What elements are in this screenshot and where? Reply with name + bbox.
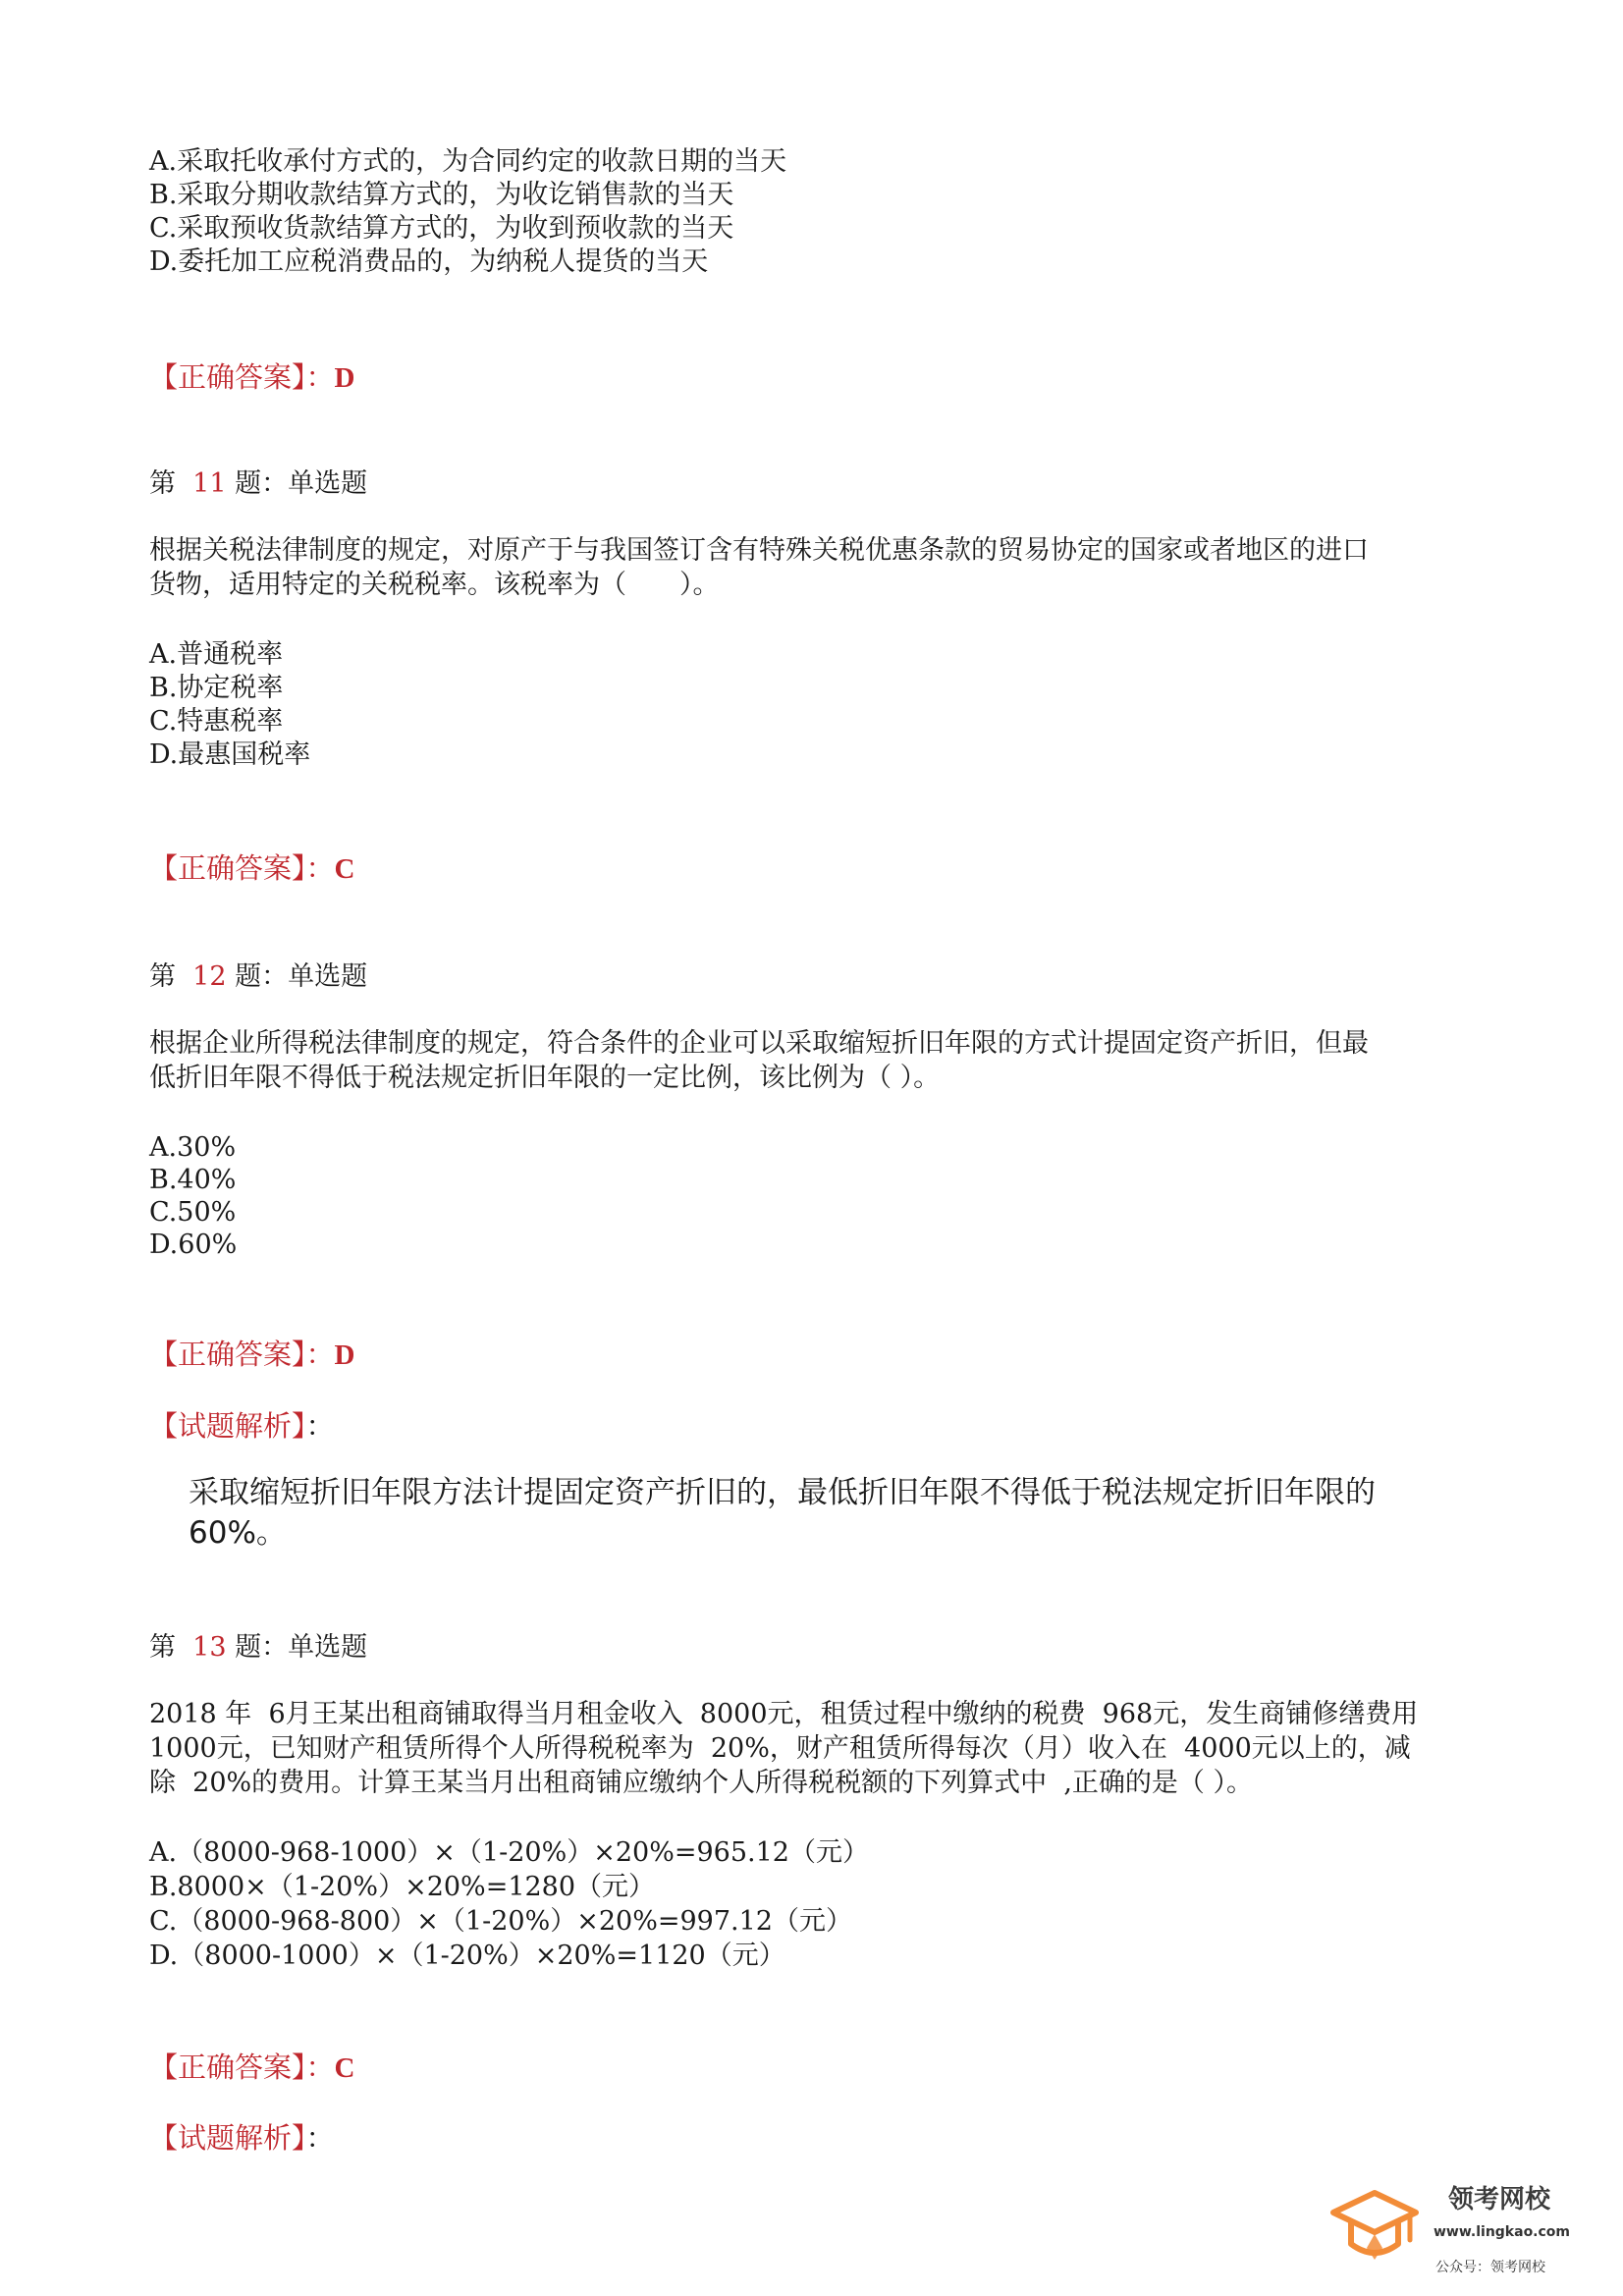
q11-option-d: D.最惠国税率: [149, 739, 311, 770]
q11-option-c: C.特惠税率: [149, 706, 284, 737]
q11-stem-line-1: 根据关税法律制度的规定，对原产于与我国签订含有特殊关税优惠条款的贸易协定的国家或者地区的进口: [149, 535, 1369, 566]
q11-answer: [149, 847, 354, 887]
brand-name: 领考网校: [1448, 2185, 1551, 2214]
analysis-colon: ：: [305, 1409, 335, 1443]
analysis-label-text: 【试题解析】: [149, 2121, 306, 2155]
q-prefix: 第: [149, 468, 176, 499]
q11-header: [149, 462, 367, 500]
brand-public-account: 公众号：领考网校: [1435, 2260, 1545, 2275]
q13-analysis-label: [149, 2116, 335, 2157]
analysis-colon: ：: [305, 2121, 335, 2155]
q13-answer: [149, 2046, 354, 2086]
q12-option-c: C.50%: [149, 1197, 237, 1228]
q10-option-d: D.委托加工应税消费品的，为纳税人提货的当天: [149, 246, 709, 277]
q10-option-a: A.采取托收承付方式的，为合同约定的收款日期的当天: [149, 146, 787, 177]
q13-stem-line-3: 除 20%的费用。计算王某当月出租商铺应缴纳个人所得税税额的下列算式中 ,正确的是（ ）。: [149, 1768, 1254, 1798]
q-type: 题：单选题: [235, 961, 368, 992]
q13-option-a: A.（8000-968-1000）×（1-20%）×20%=965.12（元）: [149, 1837, 869, 1868]
graduation-cap-logo-icon: [1325, 2175, 1424, 2273]
q-number: 11: [192, 468, 227, 499]
q12-option-b: B.40%: [149, 1165, 237, 1195]
q12-header: [149, 955, 367, 993]
q13-option-c: C.（8000-968-800）×（1-20%）×20%=997.12（元）: [149, 1906, 852, 1937]
q12-option-a: A.30%: [149, 1132, 237, 1163]
answer-label: 【正确答案】：: [149, 2050, 335, 2084]
q13-stem-line-2: 1000元，已知财产租赁所得个人所得税税率为 20%，财产租赁所得每次（月）收入在 4000元以上的，减: [149, 1733, 1411, 1764]
answer-value: C: [334, 2052, 355, 2084]
q13-option-d: D.（8000-1000）×（1-20%）×20%=1120（元）: [149, 1941, 785, 1971]
q11-option-b: B.协定税率: [149, 673, 284, 703]
q-prefix: 第: [149, 1632, 176, 1663]
q13-option-b: B.8000×（1-20%）×20%=1280（元）: [149, 1872, 656, 1902]
answer-label: 【正确答案】：: [149, 851, 335, 885]
q-type: 题：单选题: [235, 1632, 368, 1663]
q10-option-c: C.采取预收货款结算方式的，为收到预收款的当天: [149, 213, 734, 244]
q11-option-a: A.普通税率: [149, 639, 284, 670]
answer-value: D: [334, 1339, 355, 1371]
analysis-label-text: 【试题解析】: [149, 1409, 306, 1443]
q-number: 13: [192, 1632, 227, 1663]
answer-value: D: [334, 362, 355, 394]
q12-analysis-line-2: 60%。: [189, 1515, 287, 1551]
q12-stem-line-1: 根据企业所得税法律制度的规定，符合条件的企业可以采取缩短折旧年限的方式计提固定资产折旧，但最: [149, 1028, 1369, 1059]
q12-analysis-line-1: 采取缩短折旧年限方法计提固定资产折旧的，最低折旧年限不得低于税法规定折旧年限的: [189, 1475, 1376, 1510]
answer-label: 【正确答案】：: [149, 1338, 335, 1371]
q10-option-b: B.采取分期收款结算方式的，为收讫销售款的当天: [149, 180, 734, 210]
brand-watermark: [1325, 2175, 1610, 2283]
q10-answer: [149, 355, 354, 396]
answer-label: 【正确答案】：: [149, 360, 335, 394]
q-number: 12: [192, 961, 227, 992]
q12-option-d: D.60%: [149, 1230, 238, 1260]
answer-value: C: [334, 853, 355, 885]
q-prefix: 第: [149, 961, 176, 992]
q-type: 题：单选题: [235, 468, 368, 499]
q13-header: [149, 1625, 367, 1664]
q12-analysis-label: [149, 1404, 335, 1445]
brand-url: www.lingkao.com: [1434, 2224, 1571, 2240]
q13-stem-line-1: 2018 年 6月王某出租商铺取得当月租金收入 8000元，租赁过程中缴纳的税费 968元，发生商铺修缮费用: [149, 1699, 1419, 1729]
q12-stem-line-2: 低折旧年限不得低于税法规定折旧年限的一定比例，该比例为（ ）。: [149, 1063, 941, 1093]
q12-answer: [149, 1333, 354, 1373]
q11-stem-line-2: 货物，适用特定的关税税率。该税率为（ ）。: [149, 570, 720, 600]
